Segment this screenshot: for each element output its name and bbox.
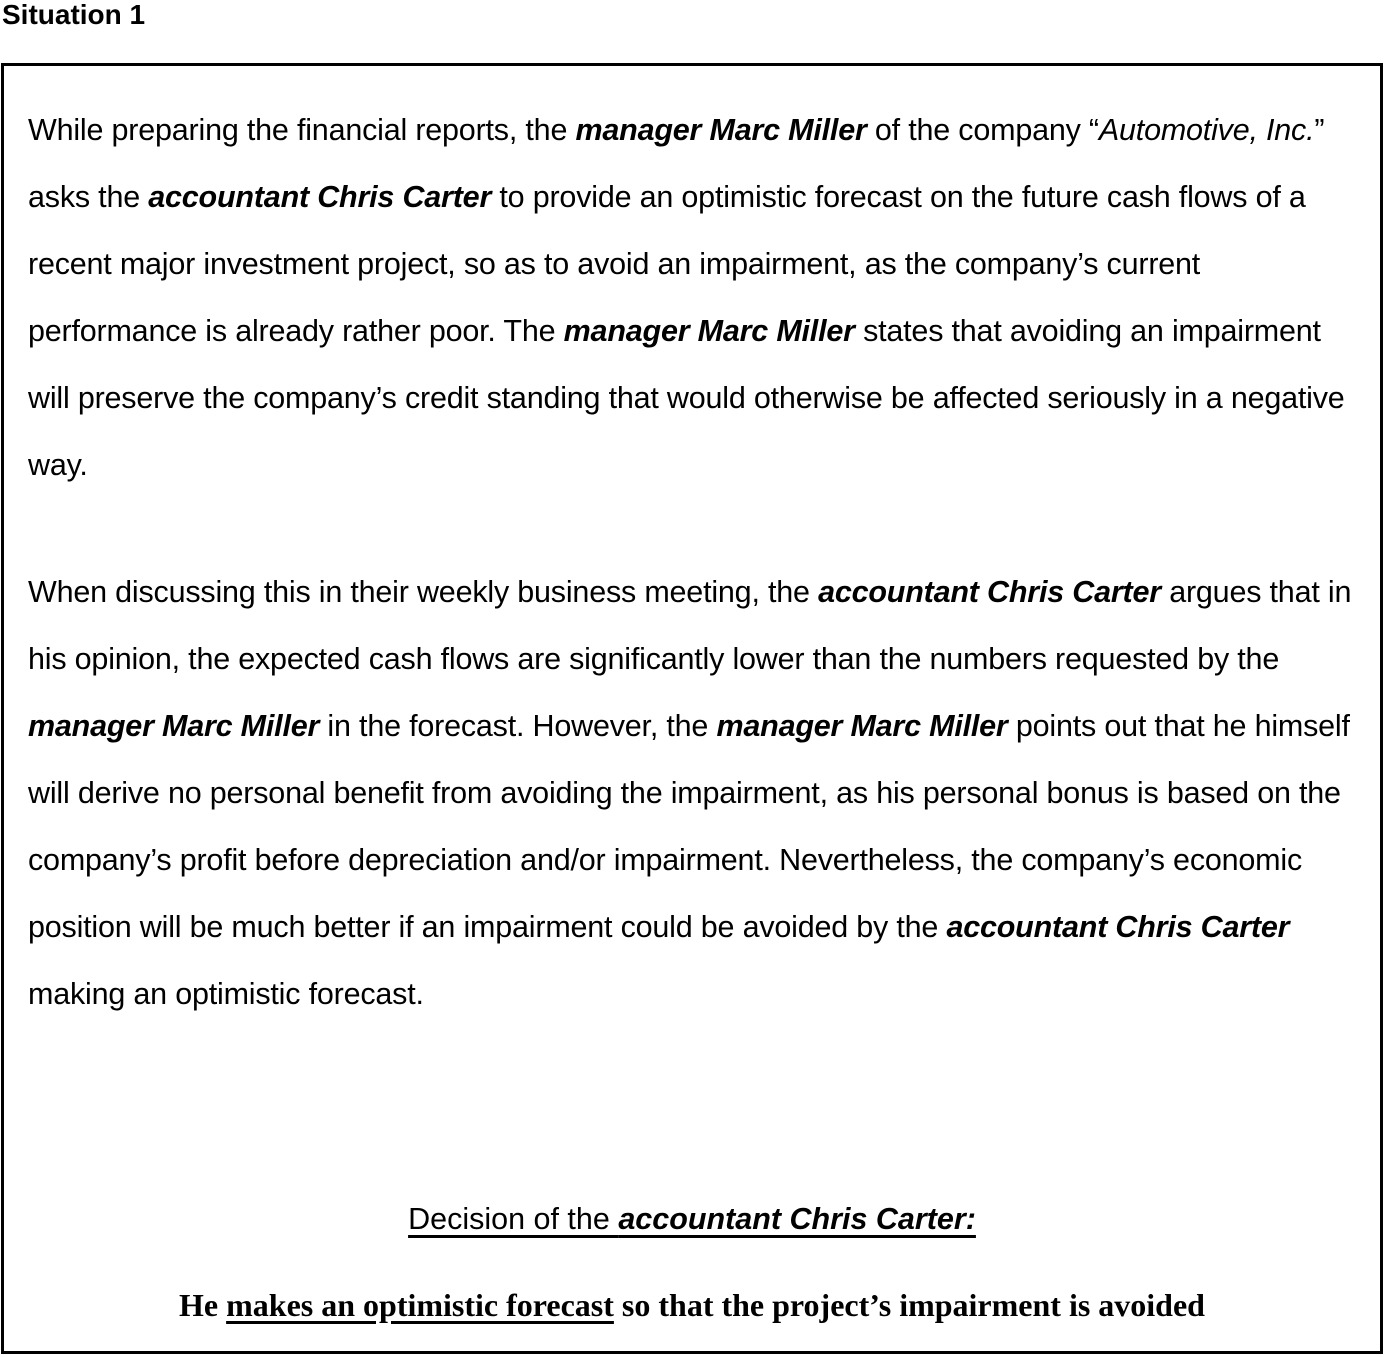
text: points out that he himself will derive no personal benefit from avoiding the impairment, as his personal bonus is based on the company’s profit before depreciation and/or impairment. Nevertheless, the company’s economic position will be much better if an impairment could be avoided by the bbox=[28, 709, 1350, 944]
scenario-paragraph-1 bbox=[28, 97, 1368, 499]
situation-title: Situation 1 bbox=[2, 0, 146, 30]
decision-outcome: so that the project’s impairment is avoided bbox=[613, 1287, 1205, 1323]
decision-heading-role: accountant Chris Carter: bbox=[618, 1202, 976, 1236]
company-name: Automotive, Inc. bbox=[1098, 113, 1315, 147]
text: in the forecast. However, the bbox=[319, 709, 717, 743]
role-manager: manager Marc Miller bbox=[575, 113, 867, 147]
decision-heading-prefix: Decision of the bbox=[408, 1202, 619, 1236]
text: argues that in his opinion, the expected cash flows are significantly lower than the numbers requested by the bbox=[28, 575, 1352, 676]
scenario-paragraph-2 bbox=[28, 559, 1368, 1028]
role-accountant: accountant Chris Carter bbox=[148, 180, 492, 214]
decision-statement bbox=[4, 1280, 1380, 1330]
text: ” asks the bbox=[28, 113, 1325, 214]
text: making an optimistic forecast. bbox=[28, 977, 424, 1011]
role-manager: manager Marc Miller bbox=[563, 314, 855, 348]
decision-heading-underlined bbox=[408, 1202, 976, 1236]
decision-action: makes an optimistic forecast bbox=[226, 1287, 614, 1323]
text: states that avoiding an impairment will preserve the company’s credit standing that would otherwise be affected seriously in a negative way. bbox=[28, 314, 1345, 482]
role-manager: manager Marc Miller bbox=[28, 709, 320, 743]
scenario-box bbox=[1, 63, 1383, 1354]
role-manager: manager Marc Miller bbox=[716, 709, 1008, 743]
text: to provide an optimistic forecast on the future cash flows of a recent major investment project, so as to avoid an impairment, as the company’s current performance is already rather poor. The bbox=[28, 180, 1306, 348]
text: While preparing the financial reports, the bbox=[28, 113, 576, 147]
decision-heading bbox=[4, 1194, 1380, 1244]
decision-subject: He bbox=[179, 1287, 227, 1323]
text: of the company “ bbox=[866, 113, 1099, 147]
role-accountant: accountant Chris Carter bbox=[946, 910, 1290, 944]
text: When discussing this in their weekly business meeting, the bbox=[28, 575, 819, 609]
role-accountant: accountant Chris Carter bbox=[818, 575, 1161, 609]
